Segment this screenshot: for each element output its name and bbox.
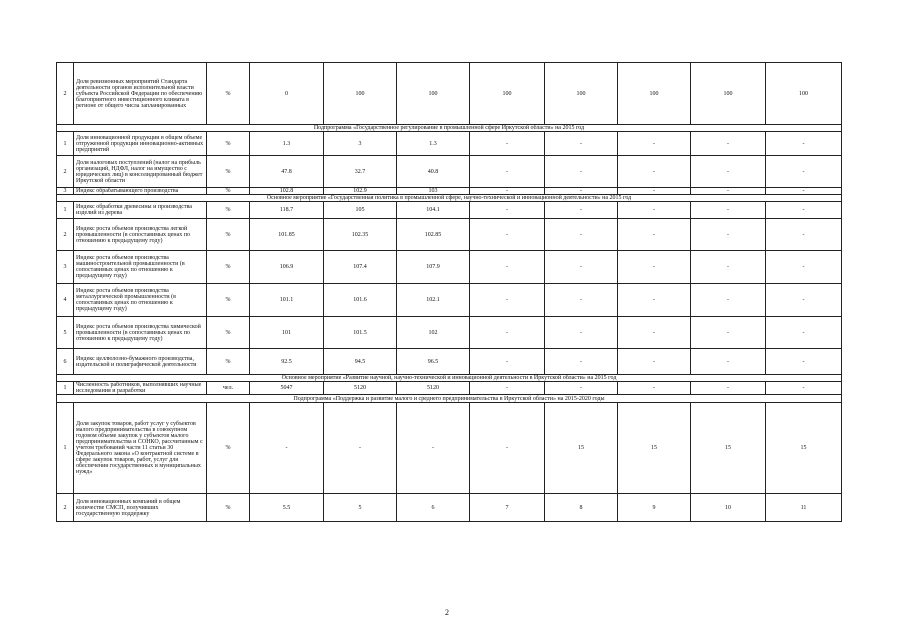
value-cell: 102.35: [324, 219, 397, 251]
row-number: 1: [57, 403, 74, 494]
value-cell: -: [545, 132, 618, 156]
value-cell: 10: [691, 494, 766, 522]
value-cell: -: [618, 382, 691, 395]
value-cell: 94.5: [324, 349, 397, 375]
indicator-name: Доля закупок товаров, работ услуг у субъектов малого предпринимательства в совокупном годовом объеме закупок у субъектов малого предпринимательства и СОНКО, рассчитанным с учетом требований части 11 статьи 30 Федерального закона «О контрактной системе в сфере закупок товаров, работ, услуг для обеспечения государственных и муниципальных нужд»: [74, 403, 207, 494]
table-row: [57, 219, 842, 251]
section-title: Подпрограмма «Поддержка и развитие малого и среднего предпринимательства в Иркутской области» на 2015-2020 годы: [57, 395, 842, 403]
value-cell: -: [618, 188, 691, 195]
indicator-name: Индекс роста объемов производства машиностроительной промышленности (в сопоставимых ценах по отношению к предыдущему году): [74, 251, 207, 284]
value-cell: 102: [397, 317, 470, 349]
table-row: [57, 63, 842, 125]
value-cell: -: [766, 284, 842, 317]
value-cell: -: [470, 382, 545, 395]
row-number: 1: [57, 132, 74, 156]
value-cell: 5: [324, 494, 397, 522]
row-number: 1: [57, 382, 74, 395]
value-cell: 5120: [397, 382, 470, 395]
value-cell: -: [766, 382, 842, 395]
value-cell: -: [766, 219, 842, 251]
unit-cell: %: [207, 219, 250, 251]
value-cell: -: [250, 403, 324, 494]
value-cell: -: [470, 349, 545, 375]
value-cell: 92.5: [250, 349, 324, 375]
value-cell: 8: [545, 494, 618, 522]
unit-cell: %: [207, 156, 250, 188]
value-cell: -: [470, 202, 545, 219]
value-cell: 11: [766, 494, 842, 522]
value-cell: -: [470, 188, 545, 195]
table-row: [57, 156, 842, 188]
value-cell: -: [470, 251, 545, 284]
value-cell: 1.3: [250, 132, 324, 156]
value-cell: -: [691, 219, 766, 251]
value-cell: -: [618, 284, 691, 317]
value-cell: -: [545, 349, 618, 375]
value-cell: -: [691, 132, 766, 156]
value-cell: -: [618, 202, 691, 219]
value-cell: -: [766, 156, 842, 188]
value-cell: 40.8: [397, 156, 470, 188]
value-cell: -: [766, 317, 842, 349]
value-cell: -: [618, 349, 691, 375]
value-cell: -: [545, 156, 618, 188]
value-cell: -: [766, 132, 842, 156]
value-cell: 15: [691, 403, 766, 494]
value-cell: 100: [545, 63, 618, 125]
section-header-row: [57, 125, 842, 132]
value-cell: 9: [618, 494, 691, 522]
value-cell: -: [691, 156, 766, 188]
indicators-table: [56, 62, 842, 522]
unit-cell: чел.: [207, 382, 250, 395]
unit-cell: %: [207, 403, 250, 494]
value-cell: 101: [250, 317, 324, 349]
row-number: 2: [57, 63, 74, 125]
section-header-row: [57, 195, 842, 202]
value-cell: -: [618, 156, 691, 188]
section-title: Основное мероприятие «Развитие научной, научно-технической и инновационной деятельности в Иркутской области» на 2015 год: [57, 375, 842, 382]
value-cell: -: [470, 403, 545, 494]
table-row: [57, 382, 842, 395]
indicator-name: Доля инновационной продукции в общем объеме отгруженной продукции инновационно-активных предприятий: [74, 132, 207, 156]
value-cell: -: [545, 251, 618, 284]
page-number: 2: [445, 608, 449, 617]
value-cell: 100: [691, 63, 766, 125]
value-cell: 47.8: [250, 156, 324, 188]
value-cell: 6: [397, 494, 470, 522]
value-cell: 7: [470, 494, 545, 522]
unit-cell: %: [207, 284, 250, 317]
value-cell: -: [766, 202, 842, 219]
value-cell: -: [691, 382, 766, 395]
value-cell: -: [691, 202, 766, 219]
value-cell: -: [470, 284, 545, 317]
value-cell: -: [766, 251, 842, 284]
value-cell: 100: [397, 63, 470, 125]
table-row: [57, 251, 842, 284]
row-number: 4: [57, 284, 74, 317]
value-cell: 107.9: [397, 251, 470, 284]
value-cell: -: [618, 132, 691, 156]
indicator-name: Доля налоговых поступлений (налог на прибыль организаций, НДФЛ, налог на имущество с юридических лиц) в консолидированный бюджет Иркутской области: [74, 156, 207, 188]
table-body: [57, 63, 842, 522]
value-cell: 101.6: [324, 284, 397, 317]
unit-cell: %: [207, 132, 250, 156]
row-number: 2: [57, 494, 74, 522]
value-cell: -: [691, 188, 766, 195]
value-cell: 103: [397, 188, 470, 195]
value-cell: 102.8: [250, 188, 324, 195]
table-row: [57, 284, 842, 317]
row-number: 3: [57, 251, 74, 284]
value-cell: 101.85: [250, 219, 324, 251]
unit-cell: %: [207, 317, 250, 349]
section-header-row: [57, 375, 842, 382]
indicator-name: Индекс обрабатывающего производства: [74, 188, 207, 195]
row-number: 2: [57, 219, 74, 251]
value-cell: 0: [250, 63, 324, 125]
value-cell: 102.1: [397, 284, 470, 317]
value-cell: 3: [324, 132, 397, 156]
value-cell: -: [691, 349, 766, 375]
value-cell: -: [766, 349, 842, 375]
value-cell: -: [766, 188, 842, 195]
indicator-name: Индекс роста объемов производства металлургической промышленности (в сопоставимых ценах по отношению к предыдущему году): [74, 284, 207, 317]
value-cell: -: [618, 251, 691, 284]
table-row: [57, 188, 842, 195]
value-cell: 5.5: [250, 494, 324, 522]
value-cell: 102.85: [397, 219, 470, 251]
unit-cell: %: [207, 202, 250, 219]
value-cell: 15: [618, 403, 691, 494]
value-cell: 102.9: [324, 188, 397, 195]
value-cell: -: [470, 132, 545, 156]
row-number: 6: [57, 349, 74, 375]
value-cell: -: [545, 188, 618, 195]
value-cell: 106.9: [250, 251, 324, 284]
indicator-name: Доля инновационных компаний в общем количестве СМСП, получивших государственную поддержку: [74, 494, 207, 522]
value-cell: 32.7: [324, 156, 397, 188]
table-row: [57, 132, 842, 156]
section-header-row: [57, 395, 842, 403]
value-cell: -: [545, 219, 618, 251]
value-cell: 101.1: [250, 284, 324, 317]
row-number: 3: [57, 188, 74, 195]
table-row: [57, 494, 842, 522]
unit-cell: %: [207, 251, 250, 284]
value-cell: -: [397, 403, 470, 494]
value-cell: 15: [545, 403, 618, 494]
unit-cell: %: [207, 349, 250, 375]
value-cell: -: [470, 156, 545, 188]
table-row: [57, 403, 842, 494]
value-cell: 104.1: [397, 202, 470, 219]
value-cell: -: [618, 317, 691, 349]
value-cell: 100: [618, 63, 691, 125]
value-cell: 100: [766, 63, 842, 125]
value-cell: 15: [766, 403, 842, 494]
table-row: [57, 349, 842, 375]
value-cell: -: [324, 403, 397, 494]
value-cell: 96.5: [397, 349, 470, 375]
table-row: [57, 317, 842, 349]
value-cell: -: [618, 219, 691, 251]
unit-cell: %: [207, 188, 250, 195]
value-cell: -: [545, 317, 618, 349]
unit-cell: %: [207, 63, 250, 125]
row-number: 2: [57, 156, 74, 188]
value-cell: 101.5: [324, 317, 397, 349]
value-cell: -: [545, 202, 618, 219]
value-cell: 118.7: [250, 202, 324, 219]
value-cell: -: [691, 284, 766, 317]
section-title: Основное мероприятие «Государственная политика в промышленной сфере, научно-технической и инновационной деятельности» на 2015 год: [57, 195, 842, 202]
value-cell: 105: [324, 202, 397, 219]
table-row: [57, 202, 842, 219]
unit-cell: %: [207, 494, 250, 522]
indicator-name: Индекс роста объемов производства легкой промышленности (в сопоставимых ценах по отношению к предыдущему году): [74, 219, 207, 251]
indicator-name: Численность работников, выполнявших научные исследования и разработки: [74, 382, 207, 395]
row-number: 5: [57, 317, 74, 349]
value-cell: 5120: [324, 382, 397, 395]
value-cell: 1.3: [397, 132, 470, 156]
value-cell: 100: [324, 63, 397, 125]
value-cell: 100: [470, 63, 545, 125]
indicator-name: Индекс роста объемов производства химической промышленности (в сопоставимых ценах по отношению к предыдущему году): [74, 317, 207, 349]
value-cell: -: [691, 317, 766, 349]
indicator-name: Индекс обработки древесины и производства изделий из дерева: [74, 202, 207, 219]
value-cell: -: [545, 382, 618, 395]
value-cell: -: [470, 317, 545, 349]
value-cell: 107.4: [324, 251, 397, 284]
section-title: Подпрограмма «Государственное регулирование в промышленной сфере Иркутской области» на 2015 год: [57, 125, 842, 132]
value-cell: -: [691, 251, 766, 284]
row-number: 1: [57, 202, 74, 219]
indicator-name: Индекс целлюлозно-бумажного производства, издательской и полиграфической деятельности: [74, 349, 207, 375]
value-cell: -: [545, 284, 618, 317]
indicator-name: Доля ревизионных мероприятий Стандарта деятельности органов исполнительной власти субъекта Российской Федерации по обеспечению благоприятного инвестиционного климата в регионе от общего числа запланированных: [74, 63, 207, 125]
value-cell: -: [470, 219, 545, 251]
value-cell: 5047: [250, 382, 324, 395]
